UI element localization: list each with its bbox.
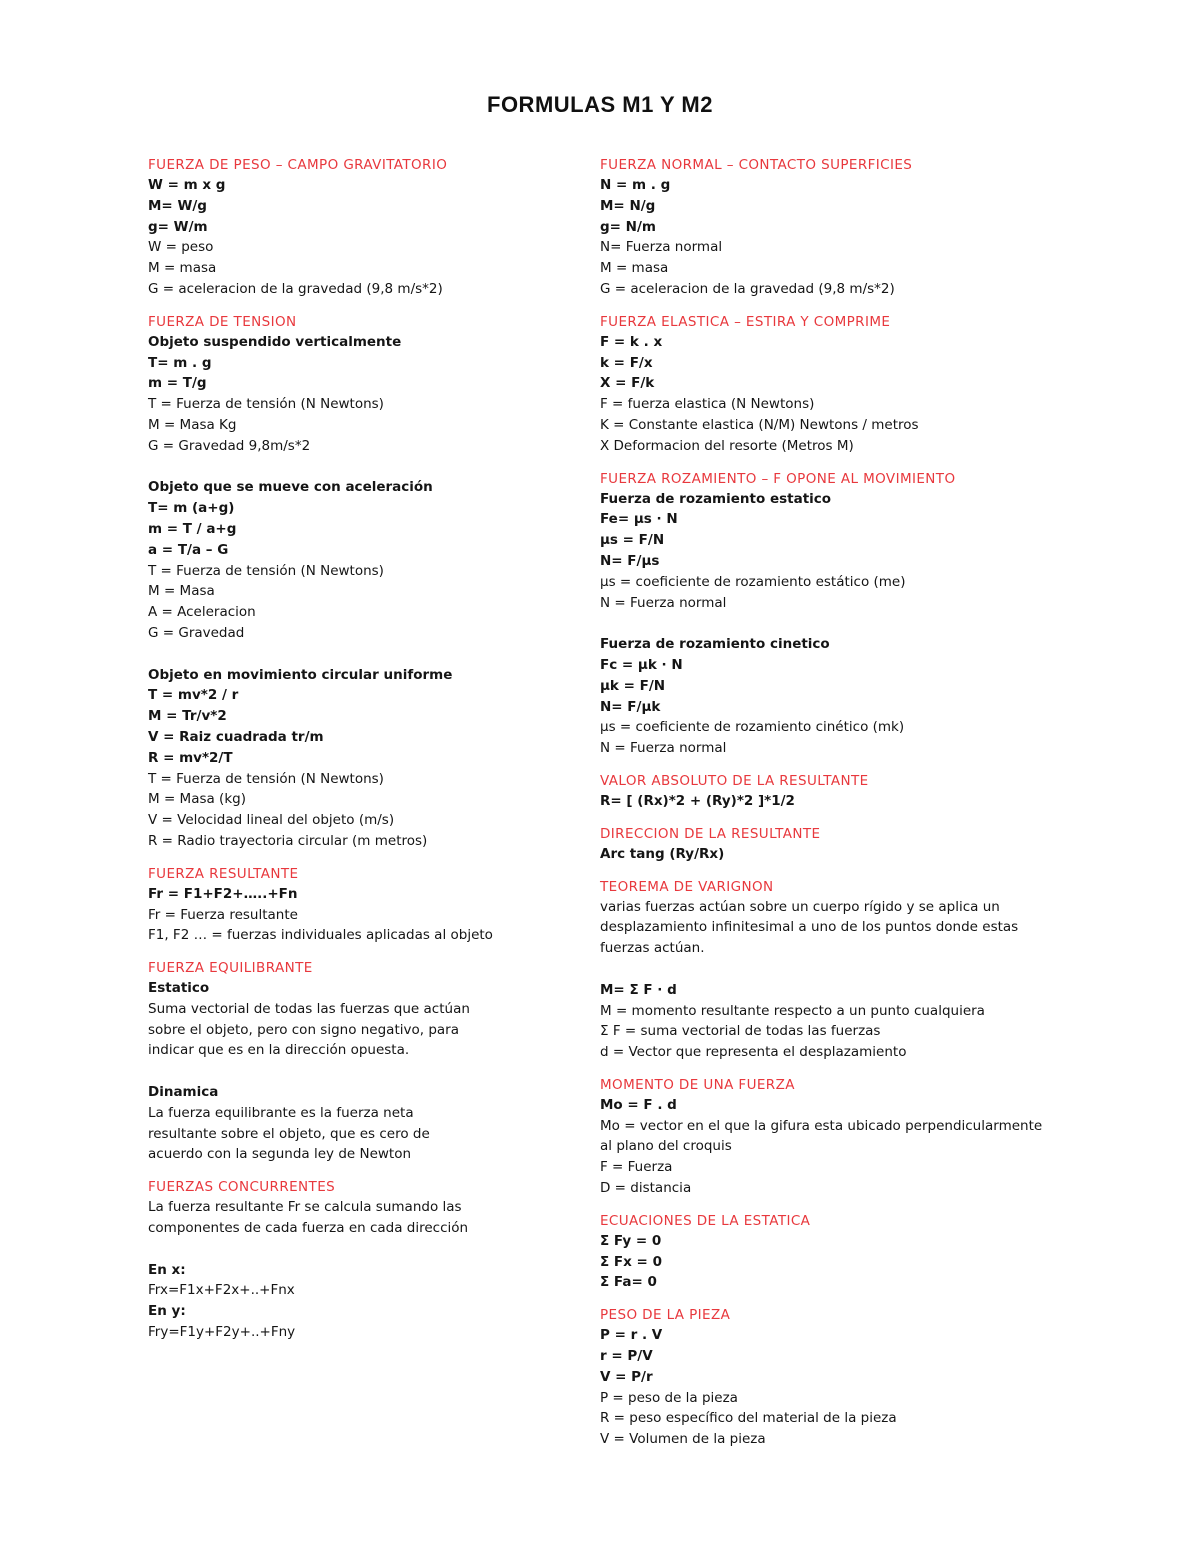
text-line: N = Fuerza normal [600,740,727,757]
section-heading: FUERZA ELASTICA – ESTIRA Y COMPRIME [600,313,891,330]
section-valor-absoluto-de-la-resultante [600,771,1100,812]
formula-line: V = Raiz cuadrada tr/m [148,728,324,745]
text-line: sobre el objeto, pero con signo negativo, para [148,1021,459,1038]
formula-line: N= F/μk [600,698,661,715]
formula-line: Fr = F1+F2+…..+Fn [148,885,298,902]
spacer [148,1239,658,1260]
text-line: resultante sobre el objeto, que es cero de [148,1125,430,1142]
text-line: d = Vector que representa el desplazamiento [600,1044,907,1061]
formula-line: T= m (a+g) [148,500,235,517]
text-line: T = Fuerza de tensión (N Newtons) [148,396,384,413]
formula-line: X = F/k [600,375,655,392]
section-direccion-de-la-resultante [600,824,1100,865]
text-line: F1, F2 … = fuerzas individuales aplicadas al objeto [148,927,493,944]
formula-line: Fc = μk · N [600,656,683,673]
section-momento-de-una-fuerza [600,1075,1100,1199]
section-heading: DIRECCION DE LA RESULTANTE [600,825,821,842]
text-line: V = Velocidad lineal del objeto (m/s) [148,812,395,829]
formula-line: Objeto suspendido verticalmente [148,333,402,350]
text-line: fuerzas actúan. [600,940,705,957]
text-line: R = peso específico del material de la pieza [600,1410,897,1427]
formula-line: N= F/μs [600,552,660,569]
formula-line: P = r . V [600,1327,663,1344]
formula-line: Mo = F . d [600,1096,677,1113]
text-line: G = aceleracion de la gravedad (9,8 m/s*2) [600,280,895,297]
text-line: desplazamiento infinitesimal a uno de los puntos donde estas [600,919,1019,936]
text-line: A = Aceleracion [148,604,256,621]
formula-line: M= N/g [600,197,656,214]
section-fuerzas-concurrentes [148,1177,658,1343]
text-line: M = masa [148,260,217,277]
text-line: R = Radio trayectoria circular (m metros) [148,832,428,849]
left-column [148,155,658,1355]
text-line: La fuerza resultante Fr se calcula sumando las [148,1199,462,1216]
text-line: M = masa [600,260,669,277]
section-fuerza-de-peso-campo-gravitatorio [148,155,658,300]
section-heading: FUERZA ROZAMIENTO – F OPONE AL MOVIMIENTO [600,470,956,487]
text-line: T = Fuerza de tensión (N Newtons) [148,770,384,787]
spacer [148,457,658,478]
text-line: Mo = vector en el que la gifura esta ubicado perpendicularmente [600,1117,1043,1134]
formula-line: F = k . x [600,333,663,350]
formula-line: μk = F/N [600,677,666,694]
formula-line: Dinamica [148,1084,219,1101]
section-heading: PESO DE LA PIEZA [600,1307,731,1324]
section-fuerza-resultante [148,864,658,946]
text-line: K = Constante elastica (N/M) Newtons / metros [600,416,919,433]
spacer [600,959,1100,980]
text-line: F = fuerza elastica (N Newtons) [600,396,815,413]
formula-line: Estatico [148,980,210,997]
formula-line: g= W/m [148,218,208,235]
formula-line: Fuerza de rozamiento cinetico [600,636,830,653]
section-heading: FUERZA DE TENSION [148,313,297,330]
text-line: μs = coeficiente de rozamiento cinético (mk) [600,719,905,736]
section-fuerza-de-tension [148,312,658,852]
section-heading: FUERZAS CONCURRENTES [148,1179,336,1196]
section-fuerza-rozamiento-f-opone-al-movimiento [600,469,1100,759]
text-line: al plano del croquis [600,1138,732,1155]
spacer [148,1061,658,1082]
text-line: G = aceleracion de la gravedad (9,8 m/s*2) [148,280,443,297]
section-teorema-de-varignon [600,877,1100,1063]
formula-line: Objeto que se mueve con aceleración [148,479,433,496]
text-line: W = peso [148,239,214,256]
section-heading: FUERZA DE PESO – CAMPO GRAVITATORIO [148,157,448,173]
section-fuerza-elastica-estira-y-comprime [600,312,1100,457]
text-line: M = momento resultante respecto a un punto cualquiera [600,1002,985,1019]
text-line: componentes de cada fuerza en cada dirección [148,1220,469,1237]
section-heading: VALOR ABSOLUTO DE LA RESULTANTE [600,772,869,789]
text-line: indicar que es en la dirección opuesta. [148,1042,410,1059]
text-line: La fuerza equilibrante es la fuerza neta [148,1104,414,1121]
text-line: varias fuerzas actúan sobre un cuerpo rígido y se aplica un [600,898,1000,915]
text-line: G = Gravedad [148,624,245,641]
section-heading: FUERZA EQUILIBRANTE [148,960,313,977]
text-line: M = Masa (kg) [148,791,246,808]
formula-line: W = m x g [148,177,226,193]
right-column [600,155,1100,1462]
text-line: N = Fuerza normal [600,594,727,611]
formula-line: m = T/g [148,375,207,392]
formula-line: M = Tr/v*2 [148,708,227,725]
text-line: N= Fuerza normal [600,239,723,256]
formula-line: V = P/r [600,1368,653,1385]
formula-line: μs = F/N [600,532,665,549]
text-line: Σ F = suma vectorial de todas las fuerzas [600,1023,881,1040]
section-heading: ECUACIONES DE LA ESTATICA [600,1212,811,1229]
formula-line: g= N/m [600,218,656,235]
formula-line: T= m . g [148,354,212,371]
section-ecuaciones-de-la-estatica [600,1211,1100,1293]
formula-line: Σ Fx = 0 [600,1253,662,1270]
text-line: Fry=F1y+F2y+..+Fny [148,1324,296,1341]
formula-line: En x: [148,1261,186,1278]
formula-line: a = T/a – G [148,541,229,558]
text-line: μs = coeficiente de rozamiento estático (me) [600,573,906,590]
text-line: X Deformacion del resorte (Metros M) [600,437,854,454]
spacer [600,613,1100,634]
formula-line: T = mv*2 / r [148,687,239,704]
text-line: Fr = Fuerza resultante [148,906,298,923]
formula-line: En y: [148,1303,186,1320]
section-fuerza-equilibrante [148,958,658,1165]
text-line: D = distancia [600,1180,692,1197]
section-heading: FUERZA RESULTANTE [148,865,299,882]
page-title: FORMULAS M1 Y M2 [487,92,713,117]
formula-line: N = m . g [600,177,671,193]
formula-line: Objeto en movimiento circular uniforme [148,666,453,683]
formula-line: Σ Fa= 0 [600,1274,657,1291]
spacer [148,644,658,665]
formula-line: m = T / a+g [148,520,237,537]
text-line: Suma vectorial de todas las fuerzas que actúan [148,1000,470,1017]
text-line: T = Fuerza de tensión (N Newtons) [148,562,384,579]
formula-line: R= [ (Rx)*2 + (Ry)*2 ]*1/2 [600,792,795,809]
section-peso-de-la-pieza [600,1305,1100,1450]
text-line: V = Volumen de la pieza [600,1431,766,1448]
formula-line: Arc tang (Ry/Rx) [600,845,725,862]
formula-line: Fe= μs · N [600,511,678,528]
text-line: F = Fuerza [600,1159,673,1176]
text-line: acuerdo con la segunda ley de Newton [148,1146,412,1163]
formula-line: r = P/V [600,1348,653,1365]
section-heading: FUERZA NORMAL – CONTACTO SUPERFICIES [600,157,913,173]
text-line: M = Masa [148,583,215,600]
formula-line: Σ Fy = 0 [600,1232,662,1249]
section-heading: TEOREMA DE VARIGNON [600,878,774,895]
text-line: G = Gravedad 9,8m/s*2 [148,437,311,454]
formula-line: Fuerza de rozamiento estatico [600,490,832,507]
text-line: Frx=F1x+F2x+..+Fnx [148,1282,295,1299]
formula-line: M= W/g [148,197,207,214]
text-line: P = peso de la pieza [600,1389,738,1406]
formula-line: k = F/x [600,354,653,371]
section-heading: MOMENTO DE UNA FUERZA [600,1076,795,1093]
formula-line: M= Σ F · d [600,981,677,998]
formula-line: R = mv*2/T [148,749,233,766]
section-fuerza-normal-contacto-superficies [600,155,1100,300]
text-line: M = Masa Kg [148,416,237,433]
